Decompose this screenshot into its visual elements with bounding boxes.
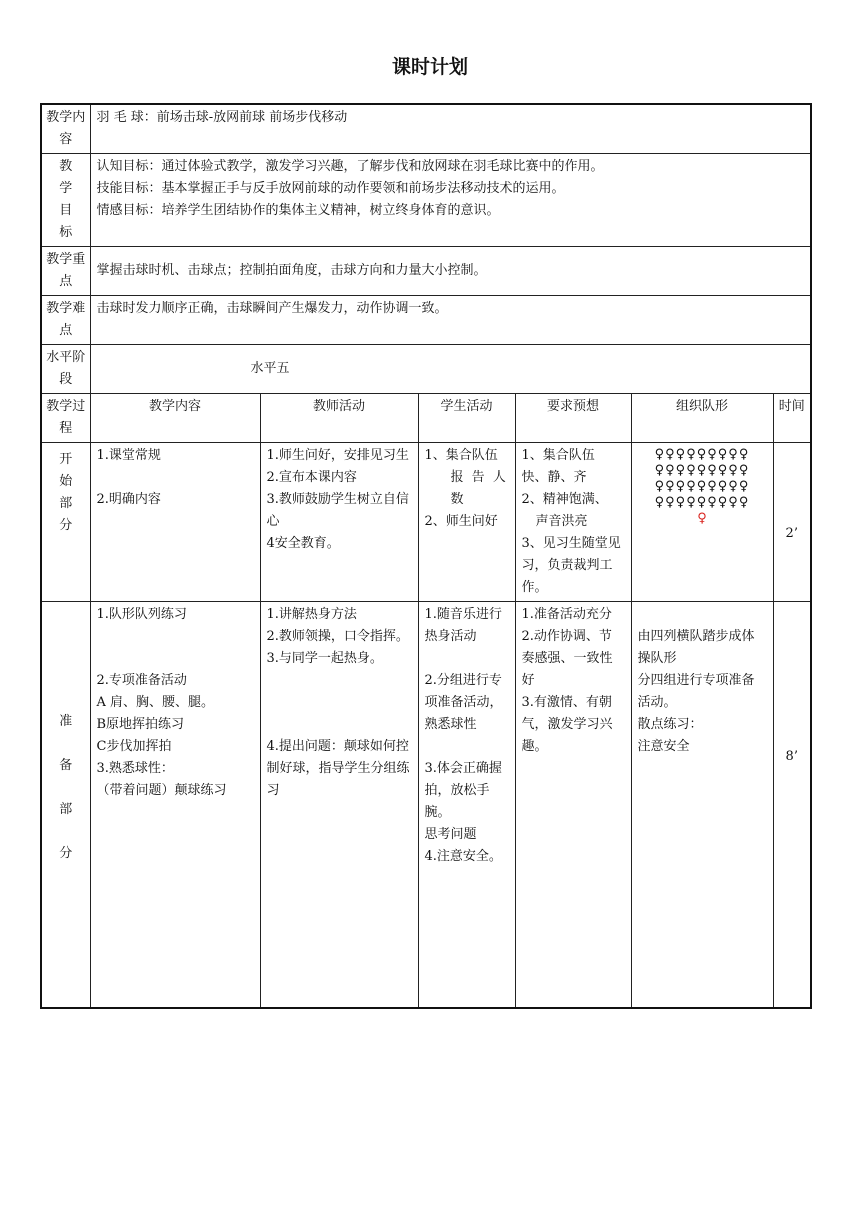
- row-start: [41, 443, 811, 602]
- header-formation: 组织队形: [631, 394, 773, 443]
- level-text: 水平五: [90, 345, 811, 394]
- header-teacher: 教师活动: [260, 394, 418, 443]
- row-key: [41, 247, 811, 296]
- start-teacher: 1.师生问好，安排见习生 2.宣布本课内容 3.教师鼓励学生树立自信心 4安全教育。: [260, 443, 418, 602]
- header-content: 教学内容: [90, 394, 260, 443]
- prep-content: 1.队形队列练习 2.专项准备活动 A 肩、胸、腰、腿。 B原地挥拍练习 C步伐加挥拍 3.熟悉球性： （带着问题）颠球练习: [90, 602, 260, 1008]
- start-label: 开 始 部 分: [41, 443, 90, 602]
- goal-skill: 技能目标：基本掌握正手与反手放网前球的动作要领和前场步法移动技术的运用。: [96, 181, 565, 196]
- key-text: 掌握击球时机、击球点；控制拍面角度，击球方向和力量大小控制。: [90, 247, 811, 296]
- header-time: 时间: [773, 394, 811, 443]
- start-time: 2’: [773, 443, 811, 602]
- start-content: 1.课堂常规 2.明确内容: [90, 443, 260, 602]
- prep-time: 8’: [773, 602, 811, 1008]
- prep-label: 准 备 部 分: [41, 602, 90, 1008]
- level-label: 水平阶段: [41, 345, 90, 394]
- start-formation: [631, 443, 773, 602]
- goals-label: 教 学 目 标: [41, 154, 90, 247]
- row-prep: [41, 602, 811, 1008]
- prep-formation: 由四列横队踏步成体操队形 分四组进行专项准备活动。 散点练习： 注意安全: [631, 602, 773, 1008]
- lesson-plan-table: [40, 103, 812, 1009]
- difficulty-label: 教学难点: [41, 296, 90, 345]
- prep-student: 1.随音乐进行热身活动 2.分组进行专项准备活动，熟悉球性 3.体会正确握拍，放松手腕。 思考问题 4.注意安全。: [418, 602, 515, 1008]
- row-difficulty: [41, 296, 811, 345]
- content-label: 教学内容: [41, 104, 90, 154]
- header-student: 学生活动: [418, 394, 515, 443]
- formation-row-4: ♀♀♀♀♀♀♀♀♀: [654, 495, 750, 510]
- prep-teacher: 1.讲解热身方法 2.教师领操，口令指挥。 3.与同学一起热身。 4.提出问题：颠球如何控制好球，指导学生分组练习: [260, 602, 418, 1008]
- prep-expect: 1.准备活动充分 2.动作协调、节奏感强、一致性好 3.有激情、有朝气，激发学习兴趣。: [515, 602, 631, 1008]
- page-title: 课时计划: [391, 56, 468, 78]
- formation-row-2: ♀♀♀♀♀♀♀♀♀: [654, 463, 750, 478]
- teacher-position-icon: ♀: [697, 511, 707, 526]
- formation-row-1: ♀♀♀♀♀♀♀♀♀: [654, 447, 750, 462]
- key-label: 教学重点: [41, 247, 90, 296]
- row-process-header: [41, 394, 811, 443]
- row-goals: [41, 154, 811, 247]
- formation-row-3: ♀♀♀♀♀♀♀♀♀: [654, 479, 750, 494]
- header-expect: 要求预想: [515, 394, 631, 443]
- process-label: 教学过程: [41, 394, 90, 443]
- goal-emotion: 情感目标：培养学生团结协作的集体主义精神，树立终身体育的意识。: [96, 203, 500, 218]
- content-text: 羽 毛 球：前场击球-放网前球 前场步伐移动: [90, 104, 811, 154]
- goals-text: [90, 154, 811, 247]
- goal-cognitive: 认知目标：通过体验式教学，激发学习兴趣，了解步伐和放网球在羽毛球比赛中的作用。: [96, 159, 604, 174]
- row-content: [41, 104, 811, 154]
- difficulty-text: 击球时发力顺序正确，击球瞬间产生爆发力，动作协调一致。: [90, 296, 811, 345]
- start-student: 1、集合队伍 报 告 人 数 2、师生问好: [418, 443, 515, 602]
- row-level: [41, 345, 811, 394]
- start-expect: 1、集合队伍 快、静、齐 2、精神饱满、 声音洪亮 3、见习生随堂见习，负责裁判工作。: [515, 443, 631, 602]
